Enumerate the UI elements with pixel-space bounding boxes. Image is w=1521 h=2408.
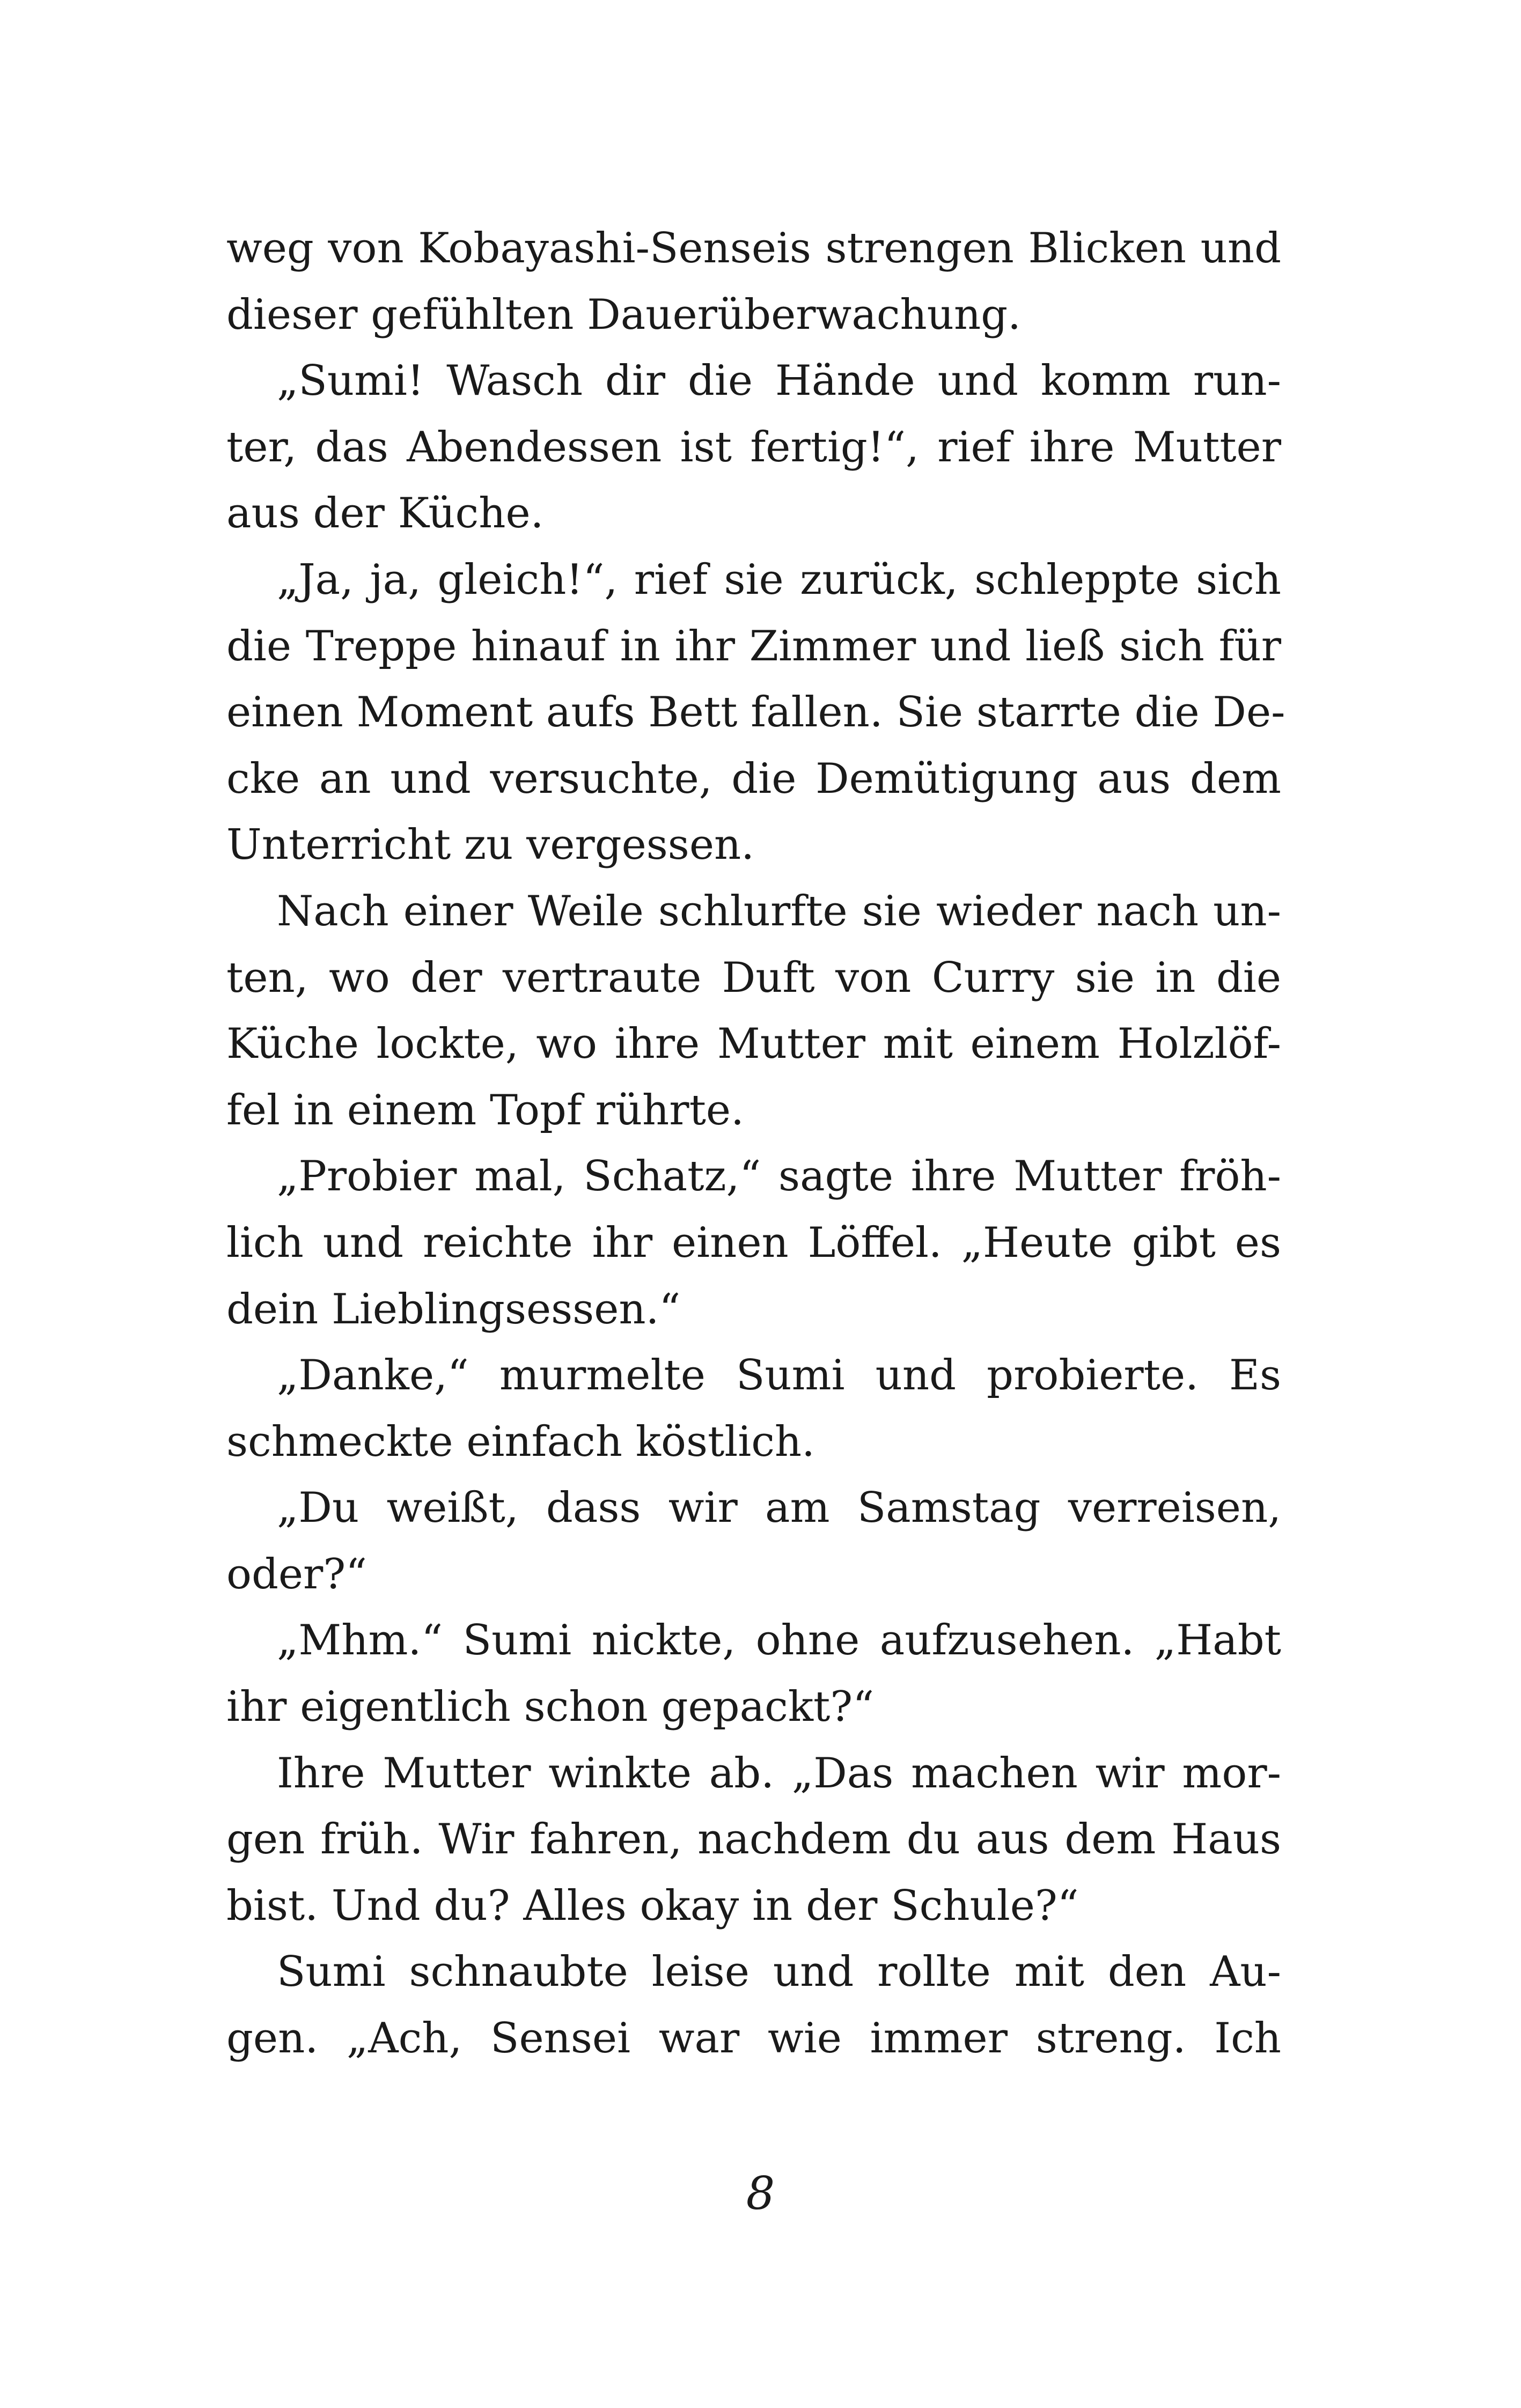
text-line: dieser gefühlten Dauerüberwachung. [226, 290, 1021, 339]
text-line: Ihre Mutter winkte ab. „Das machen wir mor- [277, 1749, 1281, 1798]
text-line: Küche lockte, wo ihre Mutter mit einem Holzlöf- [226, 1020, 1281, 1069]
text-line: aus der Küche. [226, 489, 544, 538]
text-line: „Du weißt, dass wir am Samstag verreisen, [277, 1484, 1281, 1533]
page-number: 8 [746, 2167, 775, 2220]
text-line: Nach einer Weile schlurfte sie wieder nach un- [277, 887, 1281, 936]
body-text [226, 216, 1285, 2072]
text-line: cke an und versuchte, die Demütigung aus dem [226, 754, 1281, 803]
text-line: oder?“ [226, 1550, 368, 1599]
text-line: schmeckte einfach köstlich. [226, 1417, 815, 1466]
text-line: „Ja, ja, gleich!“, rief sie zurück, schleppte sich [277, 555, 1281, 604]
text-line: „Danke,“ murmelte Sumi und probierte. Es [277, 1351, 1281, 1400]
text-line: einen Moment aufs Bett fallen. Sie starrte die De- [226, 688, 1285, 737]
text-line: ten, wo der vertraute Duft von Curry sie in die [226, 953, 1281, 1002]
text-line: weg von Kobayashi-Senseis strengen Blicken und [226, 224, 1281, 273]
text-line: gen früh. Wir fahren, nachdem du aus dem Haus [226, 1815, 1281, 1864]
text-line: ter, das Abendessen ist fertig!“, rief ihre Mutter [226, 423, 1281, 472]
text-line: Sumi schnaubte leise und rollte mit den Au- [277, 1948, 1281, 1997]
text-line: die Treppe hinauf in ihr Zimmer und ließ sich für [226, 622, 1281, 671]
text-line: gen. „Ach, Sensei war wie immer streng. Ich [226, 2014, 1281, 2063]
text-line: ihr eigentlich schon gepackt?“ [226, 1683, 875, 1732]
text-line: Unterricht zu vergessen. [226, 821, 755, 870]
text-line: „Sumi! Wasch dir die Hände und komm run- [277, 357, 1281, 406]
text-line: fel in einem Topf rührte. [226, 1086, 744, 1135]
text-line: bist. Und du? Alles okay in der Schule?“ [226, 1881, 1079, 1930]
text-line: „Probier mal, Schatz,“ sagte ihre Mutter fröh- [277, 1152, 1281, 1201]
text-line: lich und reichte ihr einen Löffel. „Heute gibt es [226, 1218, 1281, 1267]
text-line: „Mhm.“ Sumi nickte, ohne aufzusehen. „Habt [277, 1616, 1281, 1665]
text-line: dein Lieblingsessen.“ [226, 1285, 681, 1334]
